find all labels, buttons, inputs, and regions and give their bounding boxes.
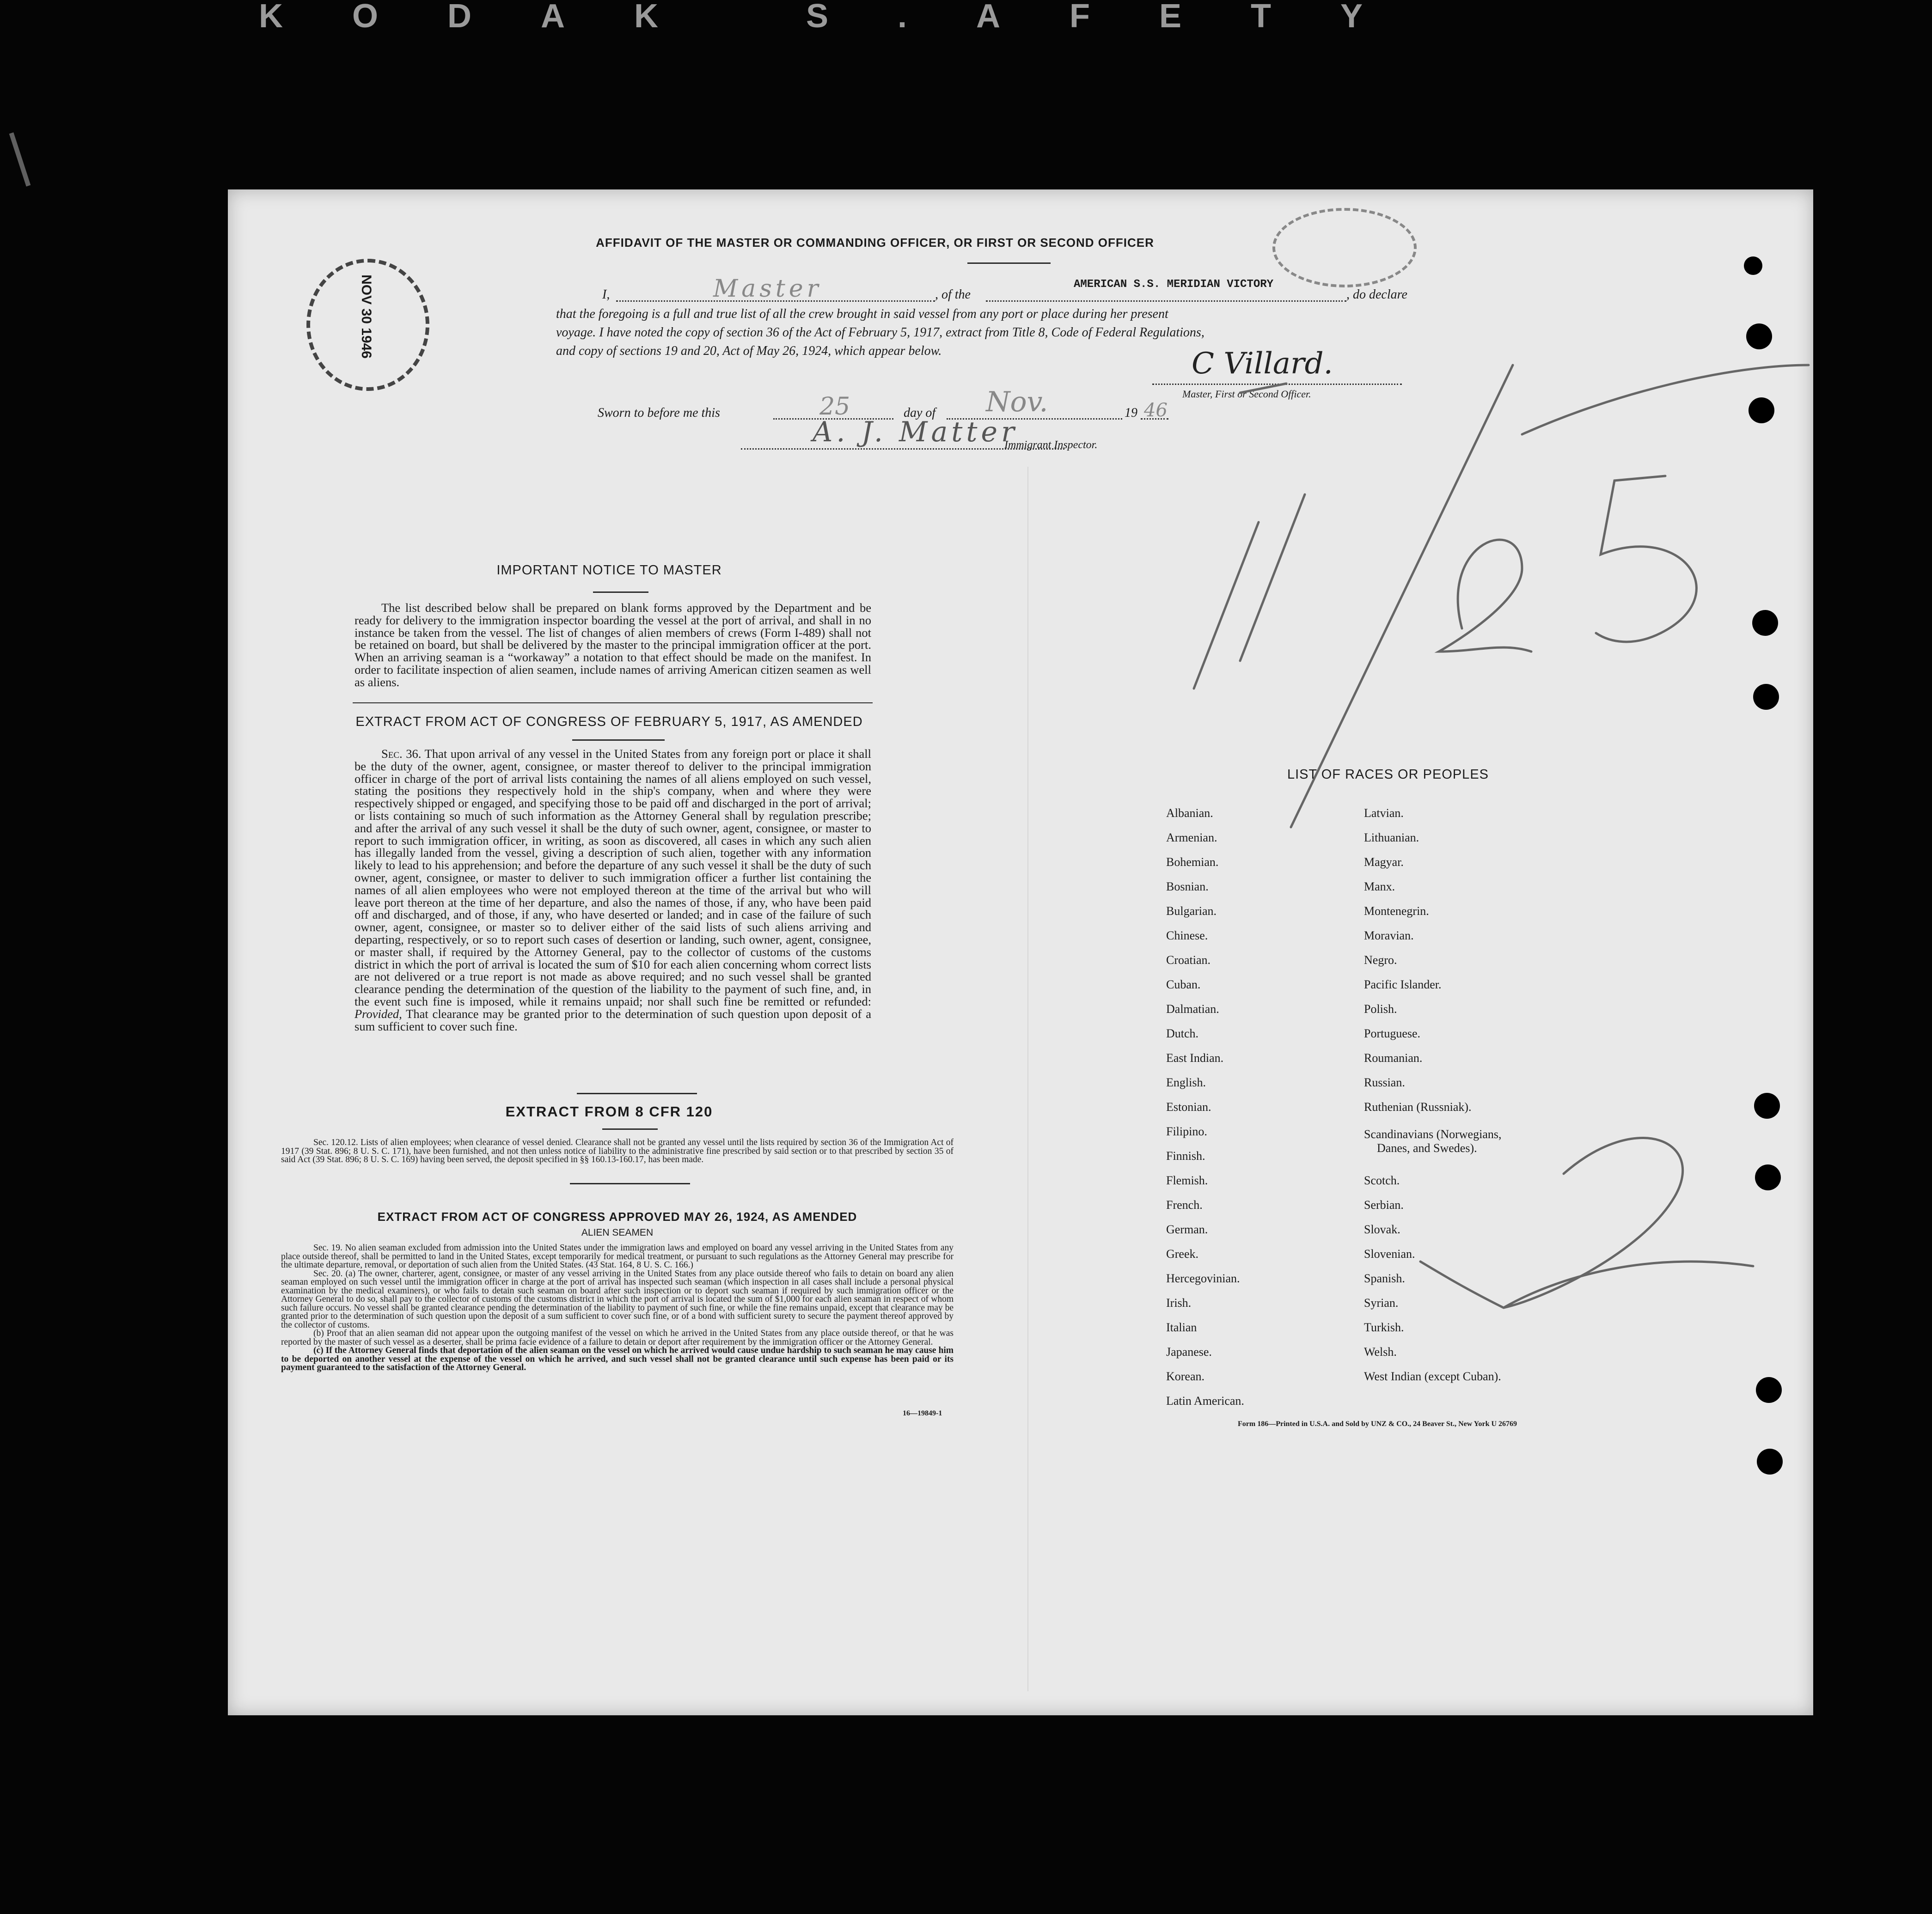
- inspector-signature: A. J. Matter: [813, 416, 1018, 448]
- race-item: French.: [1166, 1198, 1203, 1212]
- race-item: Albanian.: [1166, 806, 1213, 820]
- extract-1917-title: EXTRACT FROM ACT OF CONGRESS OF FEBRUARY 5, 1917, AS AMENDED: [355, 714, 863, 729]
- pencil-stroke: [1596, 476, 1696, 642]
- section-20c-text: (c) If the Attorney General finds that deportation of the alien seaman on the vessel on which he arrived would cause undue hardship to such seaman he may cause him to be deported on another vessel at the expense of the vessel on which he arrived, and such vessel shall not be granted clearance until such expense has been paid or its payment guaranteed to the satisfaction of the Attorney General.: [281, 1346, 954, 1372]
- race-item: Japanese.: [1166, 1345, 1212, 1359]
- fold-line: [1027, 467, 1028, 1691]
- race-item: Welsh.: [1364, 1345, 1397, 1359]
- pencil-stroke: [1420, 1262, 1504, 1308]
- race-item: Spanish.: [1364, 1272, 1405, 1285]
- day-handwritten: 25: [819, 393, 850, 421]
- notice-text: The list described below shall be prepared on blank forms approved by the Department and be ready for delivery to the immigration inspector boarding the vessel at the port of arrival, and shall in no instance be taken from the vessel. The list of changes of alien members of crews (Form I-489) shall not be retained on board, but shall be delivered by the master to the principal immigration officer at the port. When an arriving seaman is a “workaway” a notation to that effect should be made on the manifest. In order to facilitate inspection of alien seamen, include names of arriving American citizen seamen as well as aliens.: [355, 601, 871, 689]
- pencil-stroke: [1439, 540, 1531, 652]
- proviso-word: Provided,: [355, 1006, 402, 1021]
- section-rule: [570, 1183, 690, 1184]
- race-item: Roumanian.: [1364, 1051, 1423, 1065]
- section-36-end: That clearance may be granted prior to the determination of such question upon deposit of a sum sufficient to cover such fine.: [355, 1006, 871, 1033]
- race-item: Lithuanian.: [1364, 831, 1419, 844]
- race-item: Latvian.: [1364, 806, 1404, 820]
- race-item: Russian.: [1364, 1076, 1405, 1089]
- year-prefix: 19: [1125, 406, 1137, 420]
- race-item: Dalmatian.: [1166, 1002, 1219, 1016]
- race-item: Portuguese.: [1364, 1027, 1421, 1040]
- race-item: Cuban.: [1166, 978, 1201, 991]
- race-item: Pacific Islander.: [1364, 978, 1442, 991]
- section-20b-text: (b) Proof that an alien seaman did not appear upon the outgoing manifest of the vessel on which he arrived in the United States from any place outside thereof, or that he was reported by the master of such vessel as a deserter, shall be prima facie evidence of a failure to detain or deport after requirement by the immigration officer or the Attorney General.: [281, 1329, 954, 1347]
- race-item: Montenegrin.: [1364, 904, 1429, 918]
- affidavit-of-the: , of the: [935, 287, 971, 302]
- section-rule: [353, 702, 873, 703]
- race-item: Chinese.: [1166, 929, 1208, 942]
- race-item: Filipino.: [1166, 1125, 1207, 1138]
- affidavit-title: AFFIDAVIT OF THE MASTER OR COMMANDING OFFICER, OR FIRST OR SECOND OFFICER: [596, 236, 1154, 250]
- form-footer: Form 186—Printed in U.S.A. and Sold by UNZ & CO., 24 Beaver St., New York U 26769: [1238, 1420, 1517, 1428]
- race-item: Armenian.: [1166, 831, 1217, 844]
- pencil-stroke: [1240, 384, 1286, 393]
- race-item: Negro.: [1364, 953, 1397, 967]
- notice-rule: [593, 591, 648, 593]
- extract-cfr-rule: [602, 1128, 658, 1130]
- race-item: Korean.: [1166, 1370, 1205, 1383]
- stamp-text: NOV 30 1946: [358, 274, 374, 359]
- month-handwritten: Nov.: [986, 386, 1048, 418]
- race-item: Serbian.: [1364, 1198, 1404, 1212]
- race-item: German.: [1166, 1223, 1208, 1236]
- race-item: Magyar.: [1364, 855, 1404, 869]
- race-item: Italian: [1166, 1321, 1197, 1334]
- affidavit-declare: , do declare: [1346, 287, 1407, 302]
- race-item: Slovenian.: [1364, 1247, 1415, 1261]
- race-item: Dutch.: [1166, 1027, 1199, 1040]
- race-item: West Indian (except Cuban).: [1364, 1370, 1501, 1383]
- race-item: East Indian.: [1166, 1051, 1224, 1065]
- affidavit-i: I,: [602, 287, 610, 302]
- extract-1924-subtitle: ALIEN SEAMEN: [581, 1227, 654, 1238]
- race-item: Bulgarian.: [1166, 904, 1217, 918]
- vessel-name: AMERICAN S.S. MERIDIAN VICTORY: [1074, 278, 1274, 291]
- affidavit-line4: and copy of sections 19 and 20, Act of May 26, 1924, which appear below.: [556, 344, 942, 358]
- race-item: Estonian.: [1166, 1100, 1211, 1114]
- inspector-caption: Immigrant Inspector.: [1004, 439, 1098, 451]
- pencil-number-label: [228, 189, 229, 190]
- race-item: Manx.: [1364, 880, 1395, 893]
- race-item: Danes, and Swedes).: [1377, 1141, 1477, 1155]
- race-item: Moravian.: [1364, 929, 1414, 942]
- race-item: Scandinavians (Norwegians,: [1364, 1128, 1502, 1141]
- races-title: LIST OF RACES OR PEOPLES: [1287, 767, 1489, 782]
- form-code: 16—19849-1: [903, 1409, 942, 1417]
- extract-cfr-title: EXTRACT FROM 8 CFR 120: [505, 1103, 713, 1120]
- manifest-page: [228, 189, 1813, 1715]
- film-scratch: [9, 132, 31, 186]
- day-of-text: day of: [904, 406, 936, 420]
- extract-cfr-text: Sec. 120.12. Lists of alien employees; when clearance of vessel denied. Clearance shall not be granted any vessel until the lists required by section 36 of the Immigration Act of 1917 (39 Stat. 896; 8 U. S. C. 171), have been furnished, and not then unless notice of liability to the administrative fine prescribed by said section or to that prescribed by section 35 of said Act (39 Stat. 896; 8 U. S. C. 169) having been served, the deposit specified in §§ 160.13-160.17, has been made.: [281, 1138, 954, 1164]
- race-item: Greek.: [1166, 1247, 1199, 1261]
- section-19-text: Sec. 19. No alien seaman excluded from admission into the United States under the immigration laws and employed on board any vessel arriving in the United States from any place outside thereof, shall be permitted to land in the United States, except temporarily for medical treatment, or pursuant to such regulations as the Attorney General may prescribe for the ultimate departure, removal, or deportation of such alien from the United States. (43 Stat. 164, 8 U. S. C. 166.): [281, 1243, 954, 1270]
- pencil-stroke: [1504, 1138, 1753, 1308]
- race-item: Bosnian.: [1166, 880, 1209, 893]
- affidavit-line2: that the foregoing is a full and true list of all the crew brought in said vessel from any port or place during her present: [556, 307, 1168, 321]
- section-36-label: Sec. 36.: [381, 747, 422, 761]
- race-item: Flemish.: [1166, 1174, 1208, 1187]
- film-edge-text: KODAK S.AFETY: [259, 0, 1432, 35]
- section-20a-text: Sec. 20. (a) The owner, charterer, agent, consignee, or master of any vessel arriving in the United States from any place outside thereof who fails to detain on board any alien seaman employed on such vessel until the immigration officer in charge at the port of arrival has inspected such seaman (which inspection in all cases shall include a personal physical examination by the medical examiners), or who fails to detain such seaman on board after such inspection or to deport such seaman if required by such immigration officer or the Attorney General to do so, shall pay to the collector of customs of the customs district in which the port of arrival is located the sum of $1,000 for each alien seaman in respect of whom such failure occurs. No vessel shall be granted clearance pending the determination of the liability to payment of such fine, or while the fine remains unpaid, except that clearance may be granted prior to the determination of such question upon the deposit of a sum sufficient to cover such fine, or of a bond with sufficient surety to secure the payment thereof approved by the collector of customs.: [281, 1268, 954, 1330]
- master-signature: C Villard.: [1192, 347, 1333, 381]
- race-item: Bohemian.: [1166, 855, 1219, 869]
- rank-handwritten: Master: [713, 275, 822, 303]
- section-36-body: That upon arrival of any vessel in the United States from any foreign port or place it shall be the duty of the owner, agent, consignee, or master thereof to deliver to the principal immigration officer in charge of the port of arrival lists containing the names of all aliens employed on such vessel, stating the positions they respectively hold in the ship's company, when and where they were respectively shipped or engaged, and specifying those to be paid off and discharged in the port of arrival; or lists containing so much of such information as the Attorney General shall by regulation prescribe; and after the arrival of any such vessel it shall be the duty of such owner, agent, consignee, or master to report to such immigration officer, in writing, as soon as discovered, all cases in which any such alien has illegally landed from the vessel, giving a description of such alien, together with any information likely to lead to his apprehension; and before the departure of any such vessel it shall be the duty of such owner, agent, consignee, or master to deliver to such immigration officer a further list containing the names of all alien employees who were not employed thereon at the time of the arrival but who will leave port thereon at the time of her departure, and also the names of those, if any, who have been paid off and discharged, and of those, if any, who have deserted or landed; and in case of the failure of such owner, agent, consignee, or master so to deliver either of the said lists of such aliens arriving and departing, respectively, or so to report such cases of desertion or landing, such owner, agent, consignee, or master shall, if required by the Attorney General, pay to the collector of customs of the customs district in which the port of arrival is located the sum of $10 for each alien concerning whom correct lists are not delivered or a true report is not made as above required; and no such vessel shall be granted clearance pending the determination of the question of the liability to the payment of such fine, and, in the event such fine is imposed, while it remains unpaid; nor shall such fine be remitted or refunded:: [355, 747, 871, 1008]
- pencil-stroke: [1291, 365, 1513, 827]
- race-item: Croatian.: [1166, 953, 1211, 967]
- pencil-stroke: [1194, 522, 1259, 689]
- sworn-text: Sworn to before me this: [598, 406, 720, 420]
- extract-1924-text: [281, 1244, 954, 1372]
- race-item: Ruthenian (Russniak).: [1364, 1100, 1472, 1114]
- pencil-stroke: [1522, 365, 1809, 434]
- extract-1917-text: [355, 748, 871, 1032]
- affidavit-line3: voyage. I have noted the copy of section 36 of the Act of February 5, 1917, extract from Title 8, Code of Federal Regulations,: [556, 325, 1204, 340]
- year-handwritten: 46: [1144, 400, 1168, 421]
- extract-1917-rule: [572, 739, 665, 741]
- race-item: Hercegovinian.: [1166, 1272, 1240, 1285]
- notice-title: IMPORTANT NOTICE TO MASTER: [496, 563, 722, 578]
- race-item: Syrian.: [1364, 1296, 1399, 1310]
- section-rule: [577, 1093, 697, 1094]
- race-item: Scotch.: [1364, 1174, 1400, 1187]
- race-item: Slovak.: [1364, 1223, 1400, 1236]
- race-item: Polish.: [1364, 1002, 1397, 1016]
- race-item: Irish.: [1166, 1296, 1192, 1310]
- race-item: Finnish.: [1166, 1149, 1205, 1163]
- pencil-stroke: [1240, 494, 1305, 661]
- extract-1924-title: EXTRACT FROM ACT OF CONGRESS APPROVED MAY 26, 1924, AS AMENDED: [377, 1210, 857, 1224]
- race-item: English.: [1166, 1076, 1206, 1089]
- race-item: Turkish.: [1364, 1321, 1404, 1334]
- signature-caption: Master, First or Second Officer.: [1182, 388, 1311, 400]
- race-item: Latin American.: [1166, 1394, 1244, 1408]
